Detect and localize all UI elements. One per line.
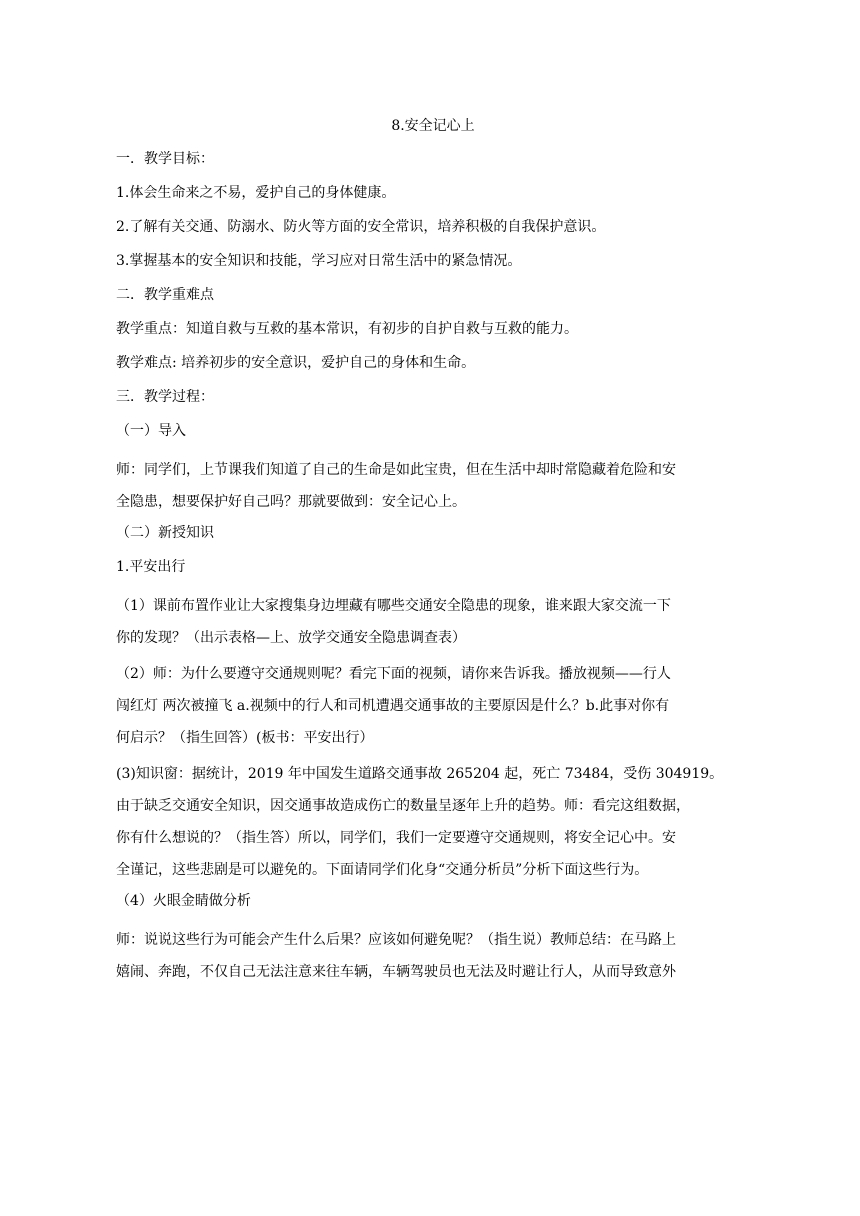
item-4-line: 嬉闹、奔跑，不仅自己无法注意来往车辆，车辆驾驶员也无法及时避让行人，从而导致意外 <box>116 964 676 980</box>
difficult-point-text: 教学难点: 培养初步的安全意识，爱护自己的身体和生命。 <box>116 355 476 371</box>
key-point-text: 教学重点：知道自救与互救的基本常识，有初步的自护自救与互救的能力。 <box>116 321 578 337</box>
intro-line: 全隐患，想要保护好自己吗？那就要做到：安全记心上。 <box>116 494 466 510</box>
item-1-line: （1）课前布置作业让大家搜集身边埋藏有哪些交通安全隐患的现象，谁来跟大家交流一下 <box>116 598 671 614</box>
section-intro-title: （一）导入 <box>116 423 186 439</box>
item-4-title: （4）火眼金睛做分析 <box>116 893 251 909</box>
item-1-paragraph <box>116 590 740 654</box>
item-2-paragraph <box>116 658 740 754</box>
heading-teaching-process: 三．教学过程： <box>116 389 214 405</box>
intro-paragraph <box>116 454 740 518</box>
item-4-line: 师：说说这些行为可能会产生什么后果？应该如何避免呢？（指生说）教师总结：在马路上 <box>116 932 676 948</box>
intro-line: 师：同学们，上节课我们知道了自己的生命是如此宝贵，但在生活中却时常隐藏着危险和安 <box>116 462 676 478</box>
document-title: 8.安全记心上 <box>391 118 475 134</box>
item-2-line: 何启示？（指生回答）(板书：平安出行） <box>116 730 374 746</box>
item-3-line: 由于缺乏交通安全知识，因交通事故造成伤亡的数量呈逐年上升的趋势。师：看完这组数据， <box>116 798 690 814</box>
heading-teaching-goals: 一．教学目标： <box>116 151 214 167</box>
heading-key-difficult-points: 二．教学重难点 <box>116 287 214 303</box>
subsection-safe-travel-title: 1.平安出行 <box>116 559 186 575</box>
goal-item-2: 2.了解有关交通、防溺水、防火等方面的安全常识，培养积极的自我保护意识。 <box>116 219 606 235</box>
goal-item-3: 3.掌握基本的安全知识和技能，学习应对日常生活中的紧急情况。 <box>116 253 522 269</box>
goal-item-1: 1.体会生命来之不易，爱护自己的身体健康。 <box>116 185 396 201</box>
item-4-paragraph <box>116 924 740 988</box>
item-1-line: 你的发现？（出示表格—上、放学交通安全隐患调查表） <box>116 630 466 646</box>
item-3-line: 全谨记，这些悲剧是可以避免的。下面请同学们化身“交通分析员”分析下面这些行为。 <box>116 862 649 878</box>
item-3-line: 你有什么想说的？（指生答）所以，同学们，我们一定要遵守交通规则，将安全记心中。安 <box>116 830 676 846</box>
item-3-line: (3)知识窗：据统计，2019 年中国发生道路交通事故 265204 起，死亡 73484，受伤 304919。 <box>116 766 724 782</box>
item-2-line: （2）师：为什么要遵守交通规则呢？看完下面的视频，请你来告诉我。播放视频——行人 <box>116 666 671 682</box>
section-new-knowledge-title: （二）新授知识 <box>116 525 214 541</box>
item-3-paragraph <box>116 758 740 886</box>
item-2-line: 闯红灯 两次被撞飞 a.视频中的行人和司机遭遇交通事故的主要原因是什么？b.此事对你有 <box>116 698 670 714</box>
